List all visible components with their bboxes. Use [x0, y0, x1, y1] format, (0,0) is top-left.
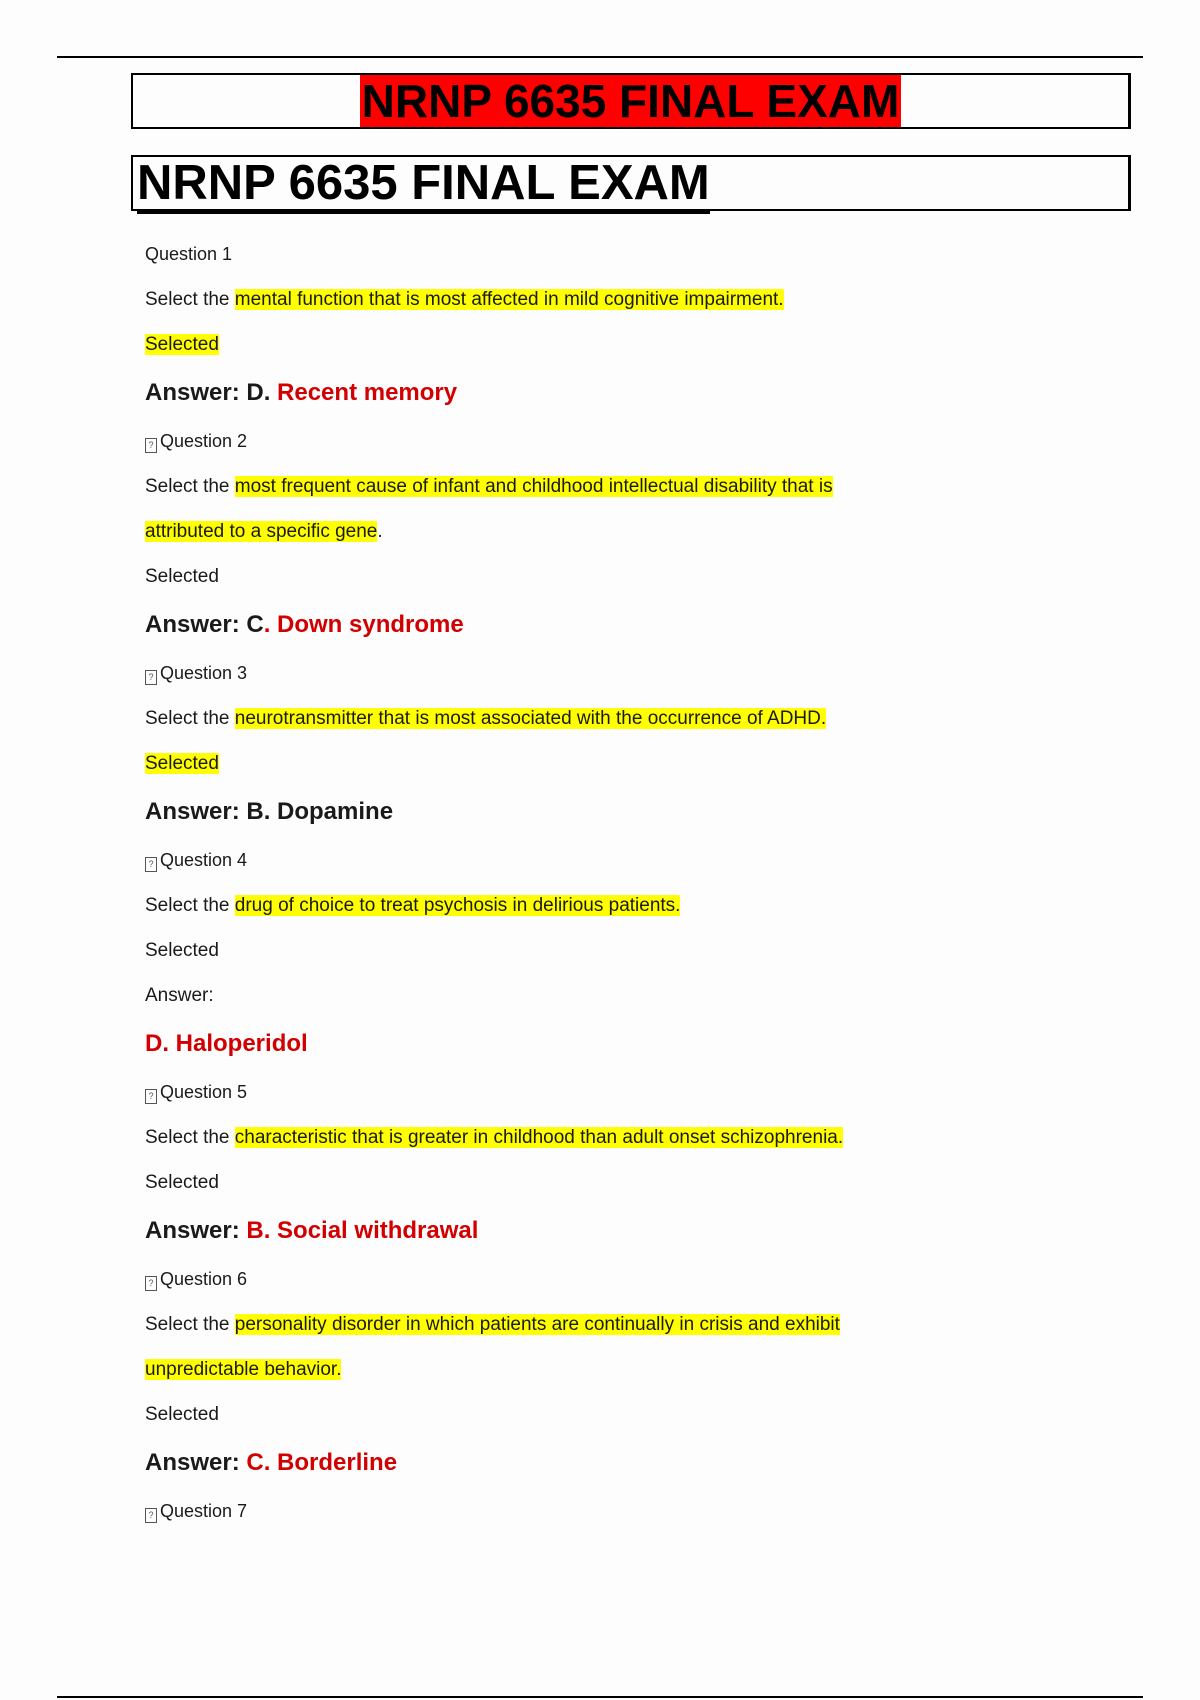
question-5-selected: Selected: [145, 1172, 219, 1193]
exam-content: [145, 232, 1105, 1534]
question-4-answer-value: D. Haloperidol: [145, 1030, 308, 1057]
question-3-answer: Answer: B. Dopamine: [145, 798, 394, 825]
question-6-answer: Answer: C. Borderline: [145, 1449, 398, 1476]
title-heading: NRNP 6635 FINAL EXAM: [137, 157, 710, 214]
question-3-selected: Selected: [145, 753, 219, 774]
question-4-answer-label: Answer:: [145, 985, 214, 1006]
missing-glyph-box-icon: ?: [145, 857, 157, 872]
question-3-label: ? Question 3: [145, 651, 1105, 696]
question-2-label: ? Question 2: [145, 419, 1105, 464]
question-2-answer: Answer: C. Down syndrome: [145, 611, 464, 638]
question-2-prompt-line-1: Select the most frequent cause of infant and childhood intellectual disability that is: [145, 476, 833, 497]
question-1-answer: Answer: D. Recent memory: [145, 379, 458, 406]
missing-glyph-box-icon: ?: [145, 438, 157, 453]
question-6-prompt-line-2: unpredictable behavior.: [145, 1359, 342, 1380]
question-4-prompt: Select the drug of choice to treat psychosis in delirious patients.: [145, 895, 681, 916]
question-6-prompt-line-1: Select the personality disorder in which patients are continually in crisis and exhibit: [145, 1314, 840, 1335]
question-2-selected: Selected: [145, 566, 219, 587]
question-1-prompt: Select the mental function that is most affected in mild cognitive impairment.: [145, 289, 784, 310]
missing-glyph-box-icon: ?: [145, 1089, 157, 1104]
question-1-label: Question 1: [145, 244, 233, 264]
title-heading-box: [131, 155, 1131, 211]
title-banner-box: [131, 73, 1131, 129]
title-banner: NRNP 6635 FINAL EXAM: [361, 75, 900, 127]
top-rule: [57, 56, 1143, 58]
bottom-rule: [57, 1696, 1143, 1698]
question-6-label: ? Question 6: [145, 1257, 1105, 1302]
missing-glyph-box-icon: ?: [145, 1276, 157, 1291]
question-2-prompt-line-2: attributed to a specific gene.: [145, 521, 383, 542]
question-3-prompt: Select the neurotransmitter that is most associated with the occurrence of ADHD.: [145, 708, 827, 729]
question-7-label: ? Question 7: [145, 1489, 1105, 1534]
missing-glyph-box-icon: ?: [145, 1508, 157, 1523]
question-5-answer: Answer: B. Social withdrawal: [145, 1217, 479, 1244]
question-6-selected: Selected: [145, 1404, 219, 1425]
question-1-selected: Selected: [145, 334, 219, 355]
missing-glyph-box-icon: ?: [145, 670, 157, 685]
question-4-selected: Selected: [145, 940, 219, 961]
question-5-label: ? Question 5: [145, 1070, 1105, 1115]
question-5-prompt: Select the characteristic that is greater in childhood than adult onset schizophrenia.: [145, 1127, 844, 1148]
question-4-label: ? Question 4: [145, 838, 1105, 883]
